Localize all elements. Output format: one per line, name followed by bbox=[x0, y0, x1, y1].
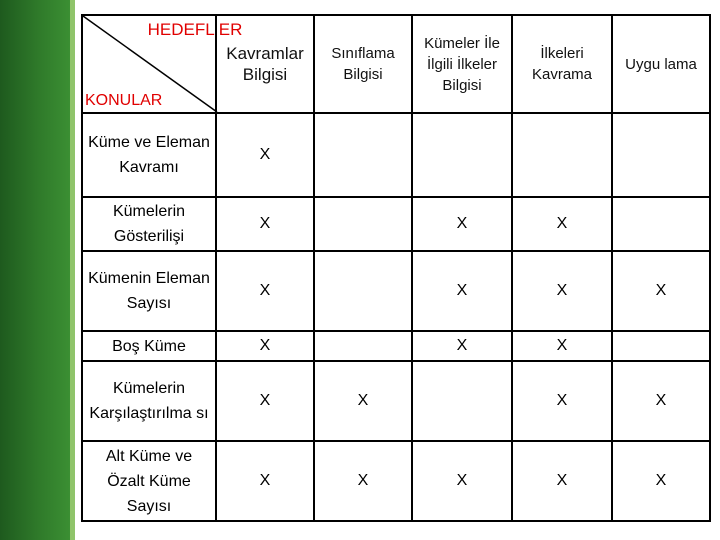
mark-cell: X bbox=[512, 331, 612, 361]
mark-cell: X bbox=[216, 251, 314, 331]
mark-cell bbox=[612, 331, 710, 361]
mark-cell bbox=[412, 113, 512, 197]
sidebar-accent-line bbox=[70, 0, 75, 540]
mark-cell bbox=[412, 361, 512, 441]
mark-cell: X bbox=[412, 441, 512, 521]
mark-cell: X bbox=[512, 361, 612, 441]
mark-cell: X bbox=[216, 113, 314, 197]
mark-cell bbox=[512, 113, 612, 197]
table-row bbox=[82, 197, 710, 251]
row-label: Boş Küme bbox=[82, 331, 216, 361]
table-row bbox=[82, 331, 710, 361]
mark-cell: X bbox=[216, 197, 314, 251]
row-label: Alt Küme ve Özalt Küme Sayısı bbox=[82, 441, 216, 521]
corner-left-label: KONULAR bbox=[85, 92, 163, 109]
col-header-uygulama: Uygu lama bbox=[612, 15, 710, 113]
mark-cell: X bbox=[512, 441, 612, 521]
col-header-kavramlar: Kavramlar Bilgisi bbox=[216, 15, 314, 113]
table-row bbox=[82, 441, 710, 521]
objectives-table bbox=[81, 14, 711, 522]
row-label: Kümenin Eleman Sayısı bbox=[82, 251, 216, 331]
header-row bbox=[82, 15, 710, 113]
mark-cell bbox=[314, 331, 412, 361]
mark-cell: X bbox=[412, 251, 512, 331]
mark-cell bbox=[314, 251, 412, 331]
mark-cell: X bbox=[412, 331, 512, 361]
mark-cell: X bbox=[314, 441, 412, 521]
mark-cell: X bbox=[512, 251, 612, 331]
sidebar-green-band bbox=[0, 0, 70, 540]
mark-cell bbox=[612, 197, 710, 251]
corner-cell bbox=[82, 15, 243, 113]
mark-cell bbox=[314, 197, 412, 251]
mark-cell: X bbox=[412, 197, 512, 251]
mark-cell: X bbox=[612, 361, 710, 441]
corner-top-label: HEDEFL ER bbox=[147, 20, 243, 39]
mark-cell: X bbox=[612, 251, 710, 331]
mark-cell: X bbox=[216, 441, 314, 521]
row-label: Kümelerin Karşılaştırılma sı bbox=[82, 361, 216, 441]
mark-cell bbox=[314, 113, 412, 197]
mark-cell: X bbox=[216, 331, 314, 361]
mark-cell: X bbox=[314, 361, 412, 441]
col-header-ilkeleri-kavrama: İlkeleri Kavrama bbox=[512, 15, 612, 113]
mark-cell: X bbox=[612, 441, 710, 521]
row-label: Kümelerin Gösterilişi bbox=[82, 197, 216, 251]
col-header-ilkeler-bilgisi: Kümeler İle İlgili İlkeler Bilgisi bbox=[412, 15, 512, 113]
col-header-siniflama: Sınıflama Bilgisi bbox=[314, 15, 412, 113]
table-row bbox=[82, 251, 710, 331]
mark-cell bbox=[612, 113, 710, 197]
table-row bbox=[82, 361, 710, 441]
mark-cell: X bbox=[216, 361, 314, 441]
table-row bbox=[82, 113, 710, 197]
mark-cell: X bbox=[512, 197, 612, 251]
row-label: Küme ve Eleman Kavramı bbox=[82, 113, 216, 197]
